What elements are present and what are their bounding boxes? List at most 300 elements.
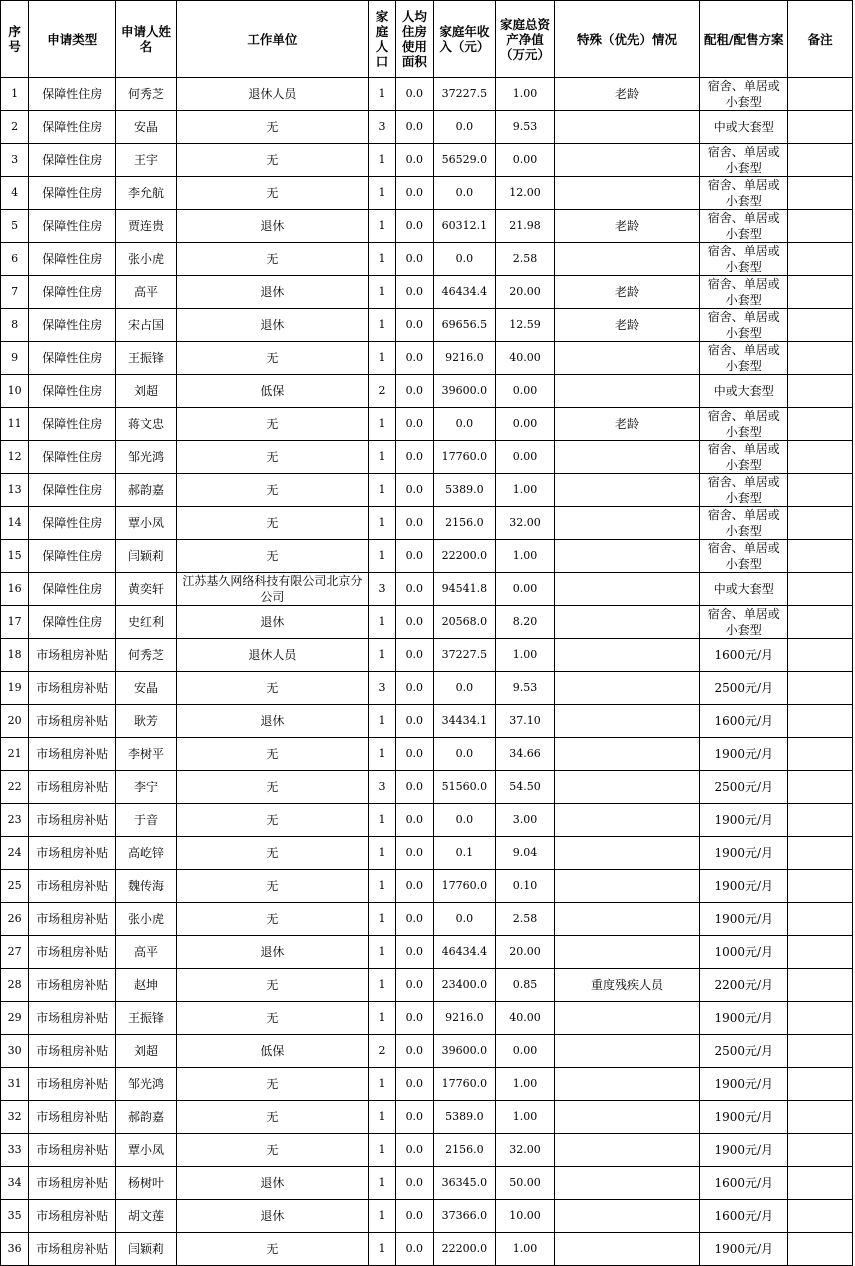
- cell-note: [788, 1035, 853, 1068]
- cell-family: 1: [368, 639, 395, 672]
- cell-name: 何秀芝: [116, 78, 177, 111]
- cell-type: 市场租房补贴: [29, 639, 116, 672]
- cell-type: 保障性住房: [29, 144, 116, 177]
- cell-special: [554, 1167, 700, 1200]
- cell-income: 2156.0: [433, 1134, 496, 1167]
- table-row: [1, 408, 853, 441]
- cell-seq: 1: [1, 78, 29, 111]
- cell-type: 市场租房补贴: [29, 804, 116, 837]
- cell-note: [788, 210, 853, 243]
- cell-work: 无: [176, 507, 368, 540]
- cell-family: 1: [368, 969, 395, 1002]
- cell-work: 无: [176, 474, 368, 507]
- cell-plan: 1000元/月: [700, 936, 788, 969]
- cell-area: 0.0: [396, 1002, 433, 1035]
- cell-area: 0.0: [396, 408, 433, 441]
- cell-family: 1: [368, 870, 395, 903]
- cell-seq: 28: [1, 969, 29, 1002]
- cell-income: 17760.0: [433, 1068, 496, 1101]
- table-row: [1, 144, 853, 177]
- cell-plan: 宿舍、单居或小套型: [700, 606, 788, 639]
- cell-assets: 9.04: [496, 837, 555, 870]
- cell-type: 市场租房补贴: [29, 936, 116, 969]
- cell-special: [554, 474, 700, 507]
- cell-note: [788, 969, 853, 1002]
- cell-family: 1: [368, 1002, 395, 1035]
- cell-assets: 0.00: [496, 144, 555, 177]
- cell-name: 史红利: [116, 606, 177, 639]
- cell-name: 王振锋: [116, 1002, 177, 1035]
- cell-name: 耿芳: [116, 705, 177, 738]
- cell-work: 无: [176, 804, 368, 837]
- cell-type: 保障性住房: [29, 243, 116, 276]
- cell-note: [788, 672, 853, 705]
- cell-special: 老龄: [554, 408, 700, 441]
- cell-income: 17760.0: [433, 441, 496, 474]
- cell-area: 0.0: [396, 276, 433, 309]
- table-row: [1, 672, 853, 705]
- cell-special: [554, 870, 700, 903]
- cell-seq: 3: [1, 144, 29, 177]
- cell-work: 退休: [176, 309, 368, 342]
- cell-note: [788, 408, 853, 441]
- cell-area: 0.0: [396, 342, 433, 375]
- cell-plan: 1900元/月: [700, 903, 788, 936]
- cell-assets: 9.53: [496, 672, 555, 705]
- cell-family: 1: [368, 408, 395, 441]
- cell-work: 退休: [176, 606, 368, 639]
- cell-work: 低保: [176, 375, 368, 408]
- cell-plan: 中或大套型: [700, 375, 788, 408]
- cell-type: 市场租房补贴: [29, 1167, 116, 1200]
- cell-work: 无: [176, 903, 368, 936]
- cell-special: 老龄: [554, 276, 700, 309]
- cell-name: 高屹锌: [116, 837, 177, 870]
- cell-family: 3: [368, 771, 395, 804]
- cell-note: [788, 771, 853, 804]
- cell-assets: 20.00: [496, 936, 555, 969]
- cell-work: 无: [176, 1134, 368, 1167]
- cell-plan: 1900元/月: [700, 1068, 788, 1101]
- cell-seq: 25: [1, 870, 29, 903]
- cell-note: [788, 243, 853, 276]
- cell-note: [788, 342, 853, 375]
- cell-special: [554, 738, 700, 771]
- cell-type: 市场租房补贴: [29, 1101, 116, 1134]
- cell-income: 34434.1: [433, 705, 496, 738]
- table-row: [1, 474, 853, 507]
- cell-family: 1: [368, 1068, 395, 1101]
- cell-type: 市场租房补贴: [29, 738, 116, 771]
- cell-seq: 27: [1, 936, 29, 969]
- cell-work: 江苏基久网络科技有限公司北京分公司: [176, 573, 368, 606]
- cell-note: [788, 1134, 853, 1167]
- cell-name: 胡文莲: [116, 1200, 177, 1233]
- cell-type: 市场租房补贴: [29, 1233, 116, 1266]
- cell-special: [554, 573, 700, 606]
- cell-special: [554, 705, 700, 738]
- header-family: 家庭人口: [368, 1, 395, 78]
- cell-type: 市场租房补贴: [29, 969, 116, 1002]
- cell-family: 1: [368, 342, 395, 375]
- cell-family: 3: [368, 111, 395, 144]
- cell-plan: 1900元/月: [700, 804, 788, 837]
- cell-area: 0.0: [396, 606, 433, 639]
- cell-area: 0.0: [396, 903, 433, 936]
- cell-income: 51560.0: [433, 771, 496, 804]
- table-row: [1, 276, 853, 309]
- cell-area: 0.0: [396, 969, 433, 1002]
- cell-note: [788, 276, 853, 309]
- cell-plan: 宿舍、单居或小套型: [700, 210, 788, 243]
- cell-name: 宋占国: [116, 309, 177, 342]
- cell-income: 46434.4: [433, 276, 496, 309]
- cell-seq: 14: [1, 507, 29, 540]
- cell-seq: 34: [1, 1167, 29, 1200]
- cell-family: 1: [368, 903, 395, 936]
- cell-type: 保障性住房: [29, 441, 116, 474]
- cell-name: 闫颖莉: [116, 540, 177, 573]
- table-row: [1, 1101, 853, 1134]
- cell-special: [554, 1134, 700, 1167]
- cell-work: 无: [176, 342, 368, 375]
- cell-plan: 宿舍、单居或小套型: [700, 243, 788, 276]
- cell-work: 退休: [176, 1200, 368, 1233]
- cell-note: [788, 1002, 853, 1035]
- cell-type: 市场租房补贴: [29, 903, 116, 936]
- cell-income: 0.0: [433, 804, 496, 837]
- cell-plan: 1600元/月: [700, 1200, 788, 1233]
- cell-family: 1: [368, 804, 395, 837]
- cell-area: 0.0: [396, 441, 433, 474]
- cell-assets: 12.00: [496, 177, 555, 210]
- cell-note: [788, 474, 853, 507]
- cell-type: 保障性住房: [29, 309, 116, 342]
- cell-work: 无: [176, 1101, 368, 1134]
- cell-seq: 20: [1, 705, 29, 738]
- cell-name: 安晶: [116, 672, 177, 705]
- cell-assets: 1.00: [496, 1068, 555, 1101]
- cell-special: [554, 672, 700, 705]
- cell-seq: 31: [1, 1068, 29, 1101]
- cell-plan: 2500元/月: [700, 1035, 788, 1068]
- cell-assets: 0.00: [496, 441, 555, 474]
- cell-seq: 4: [1, 177, 29, 210]
- cell-area: 0.0: [396, 837, 433, 870]
- cell-type: 市场租房补贴: [29, 705, 116, 738]
- table-row: [1, 870, 853, 903]
- cell-seq: 10: [1, 375, 29, 408]
- cell-work: 无: [176, 441, 368, 474]
- cell-area: 0.0: [396, 738, 433, 771]
- cell-work: 退休人员: [176, 639, 368, 672]
- cell-name: 贾连贵: [116, 210, 177, 243]
- cell-special: [554, 375, 700, 408]
- header-income: 家庭年收入（元）: [433, 1, 496, 78]
- table-row: [1, 177, 853, 210]
- cell-assets: 10.00: [496, 1200, 555, 1233]
- cell-assets: 20.00: [496, 276, 555, 309]
- cell-type: 保障性住房: [29, 573, 116, 606]
- cell-income: 20568.0: [433, 606, 496, 639]
- cell-work: 无: [176, 540, 368, 573]
- cell-family: 1: [368, 210, 395, 243]
- cell-note: [788, 1068, 853, 1101]
- cell-name: 郝韵嘉: [116, 474, 177, 507]
- table-row: [1, 573, 853, 606]
- cell-family: 1: [368, 309, 395, 342]
- cell-income: 17760.0: [433, 870, 496, 903]
- cell-income: 0.0: [433, 738, 496, 771]
- cell-area: 0.0: [396, 474, 433, 507]
- cell-family: 1: [368, 507, 395, 540]
- cell-special: [554, 837, 700, 870]
- cell-family: 1: [368, 441, 395, 474]
- cell-assets: 1.00: [496, 540, 555, 573]
- cell-income: 9216.0: [433, 1002, 496, 1035]
- cell-plan: 宿舍、单居或小套型: [700, 78, 788, 111]
- cell-seq: 30: [1, 1035, 29, 1068]
- cell-plan: 宿舍、单居或小套型: [700, 507, 788, 540]
- table-row: [1, 738, 853, 771]
- cell-income: 69656.5: [433, 309, 496, 342]
- cell-seq: 12: [1, 441, 29, 474]
- cell-family: 2: [368, 1035, 395, 1068]
- cell-income: 94541.8: [433, 573, 496, 606]
- cell-income: 0.0: [433, 111, 496, 144]
- cell-note: [788, 606, 853, 639]
- cell-area: 0.0: [396, 309, 433, 342]
- cell-seq: 24: [1, 837, 29, 870]
- cell-family: 2: [368, 375, 395, 408]
- cell-plan: 宿舍、单居或小套型: [700, 177, 788, 210]
- cell-assets: 2.58: [496, 903, 555, 936]
- cell-work: 无: [176, 738, 368, 771]
- cell-plan: 2200元/月: [700, 969, 788, 1002]
- table-row: [1, 441, 853, 474]
- cell-type: 市场租房补贴: [29, 1134, 116, 1167]
- cell-seq: 2: [1, 111, 29, 144]
- cell-note: [788, 111, 853, 144]
- cell-seq: 9: [1, 342, 29, 375]
- cell-income: 36345.0: [433, 1167, 496, 1200]
- cell-family: 1: [368, 738, 395, 771]
- table-row: [1, 1200, 853, 1233]
- cell-type: 保障性住房: [29, 474, 116, 507]
- cell-income: 60312.1: [433, 210, 496, 243]
- cell-work: 无: [176, 1002, 368, 1035]
- cell-type: 保障性住房: [29, 177, 116, 210]
- cell-note: [788, 738, 853, 771]
- cell-seq: 5: [1, 210, 29, 243]
- cell-seq: 6: [1, 243, 29, 276]
- cell-family: 1: [368, 1167, 395, 1200]
- cell-area: 0.0: [396, 1167, 433, 1200]
- table-row: [1, 1167, 853, 1200]
- header-seq: 序号: [1, 1, 29, 78]
- cell-plan: 宿舍、单居或小套型: [700, 408, 788, 441]
- cell-work: 无: [176, 672, 368, 705]
- cell-note: [788, 78, 853, 111]
- cell-plan: 宿舍、单居或小套型: [700, 309, 788, 342]
- cell-special: [554, 1068, 700, 1101]
- cell-plan: 宿舍、单居或小套型: [700, 540, 788, 573]
- header-plan: 配租/配售方案: [700, 1, 788, 78]
- cell-family: 1: [368, 606, 395, 639]
- cell-name: 王振锋: [116, 342, 177, 375]
- cell-assets: 9.53: [496, 111, 555, 144]
- cell-plan: 1900元/月: [700, 1101, 788, 1134]
- cell-seq: 22: [1, 771, 29, 804]
- cell-type: 保障性住房: [29, 276, 116, 309]
- cell-special: [554, 1002, 700, 1035]
- cell-assets: 0.85: [496, 969, 555, 1002]
- cell-work: 退休: [176, 276, 368, 309]
- cell-area: 0.0: [396, 936, 433, 969]
- cell-area: 0.0: [396, 243, 433, 276]
- cell-note: [788, 441, 853, 474]
- cell-special: [554, 144, 700, 177]
- table-row: [1, 639, 853, 672]
- cell-family: 1: [368, 1233, 395, 1266]
- cell-seq: 16: [1, 573, 29, 606]
- cell-type: 市场租房补贴: [29, 771, 116, 804]
- cell-work: 无: [176, 837, 368, 870]
- table-row: [1, 309, 853, 342]
- cell-family: 3: [368, 672, 395, 705]
- cell-income: 22200.0: [433, 1233, 496, 1266]
- cell-special: [554, 342, 700, 375]
- cell-type: 保障性住房: [29, 408, 116, 441]
- cell-family: 1: [368, 540, 395, 573]
- cell-name: 覃小凤: [116, 1134, 177, 1167]
- cell-income: 0.0: [433, 672, 496, 705]
- cell-income: 39600.0: [433, 375, 496, 408]
- table-row: [1, 837, 853, 870]
- cell-name: 于音: [116, 804, 177, 837]
- header-area: 人均住房使用面积: [396, 1, 433, 78]
- cell-type: 保障性住房: [29, 78, 116, 111]
- cell-income: 39600.0: [433, 1035, 496, 1068]
- cell-note: [788, 177, 853, 210]
- cell-area: 0.0: [396, 177, 433, 210]
- table-row: [1, 771, 853, 804]
- cell-note: [788, 573, 853, 606]
- cell-area: 0.0: [396, 1134, 433, 1167]
- cell-name: 高平: [116, 276, 177, 309]
- cell-seq: 33: [1, 1134, 29, 1167]
- cell-assets: 32.00: [496, 507, 555, 540]
- header-name: 申请人姓名: [116, 1, 177, 78]
- cell-special: [554, 507, 700, 540]
- table-row: [1, 705, 853, 738]
- table-row: [1, 969, 853, 1002]
- table-row: [1, 375, 853, 408]
- header-special: 特殊（优先）情况: [554, 1, 700, 78]
- cell-area: 0.0: [396, 1200, 433, 1233]
- cell-plan: 1900元/月: [700, 837, 788, 870]
- cell-seq: 7: [1, 276, 29, 309]
- cell-work: 退休: [176, 210, 368, 243]
- table-row: [1, 243, 853, 276]
- cell-seq: 32: [1, 1101, 29, 1134]
- header-work: 工作单位: [176, 1, 368, 78]
- cell-assets: 1.00: [496, 474, 555, 507]
- cell-area: 0.0: [396, 804, 433, 837]
- cell-family: 1: [368, 177, 395, 210]
- cell-area: 0.0: [396, 1035, 433, 1068]
- cell-assets: 1.00: [496, 1101, 555, 1134]
- cell-special: 老龄: [554, 309, 700, 342]
- cell-income: 5389.0: [433, 474, 496, 507]
- cell-area: 0.0: [396, 144, 433, 177]
- cell-plan: 宿舍、单居或小套型: [700, 342, 788, 375]
- cell-note: [788, 936, 853, 969]
- cell-area: 0.0: [396, 210, 433, 243]
- cell-type: 保障性住房: [29, 342, 116, 375]
- cell-special: [554, 771, 700, 804]
- cell-type: 市场租房补贴: [29, 870, 116, 903]
- cell-income: 5389.0: [433, 1101, 496, 1134]
- cell-seq: 18: [1, 639, 29, 672]
- cell-name: 覃小凤: [116, 507, 177, 540]
- header-note: 备注: [788, 1, 853, 78]
- cell-area: 0.0: [396, 573, 433, 606]
- table-row: [1, 1035, 853, 1068]
- cell-work: 低保: [176, 1035, 368, 1068]
- cell-note: [788, 870, 853, 903]
- cell-income: 0.0: [433, 903, 496, 936]
- cell-assets: 1.00: [496, 639, 555, 672]
- cell-family: 1: [368, 705, 395, 738]
- cell-name: 张小虎: [116, 903, 177, 936]
- cell-seq: 26: [1, 903, 29, 936]
- cell-plan: 1900元/月: [700, 870, 788, 903]
- cell-area: 0.0: [396, 771, 433, 804]
- cell-assets: 34.66: [496, 738, 555, 771]
- cell-assets: 0.00: [496, 573, 555, 606]
- cell-special: [554, 903, 700, 936]
- cell-name: 魏传海: [116, 870, 177, 903]
- cell-plan: 1600元/月: [700, 1167, 788, 1200]
- cell-name: 邹光鸿: [116, 441, 177, 474]
- table-row: [1, 804, 853, 837]
- cell-family: 3: [368, 573, 395, 606]
- cell-assets: 40.00: [496, 1002, 555, 1035]
- table-row: [1, 78, 853, 111]
- cell-plan: 中或大套型: [700, 111, 788, 144]
- cell-note: [788, 375, 853, 408]
- table-row: [1, 540, 853, 573]
- cell-note: [788, 507, 853, 540]
- cell-family: 1: [368, 837, 395, 870]
- cell-work: 无: [176, 969, 368, 1002]
- table-row: [1, 1068, 853, 1101]
- cell-assets: 21.98: [496, 210, 555, 243]
- cell-name: 王宇: [116, 144, 177, 177]
- cell-special: [554, 1233, 700, 1266]
- cell-type: 市场租房补贴: [29, 837, 116, 870]
- cell-assets: 8.20: [496, 606, 555, 639]
- cell-income: 0.0: [433, 177, 496, 210]
- cell-name: 蒋文忠: [116, 408, 177, 441]
- cell-seq: 8: [1, 309, 29, 342]
- table-row: [1, 210, 853, 243]
- cell-income: 22200.0: [433, 540, 496, 573]
- table-row: [1, 1134, 853, 1167]
- cell-area: 0.0: [396, 870, 433, 903]
- cell-note: [788, 903, 853, 936]
